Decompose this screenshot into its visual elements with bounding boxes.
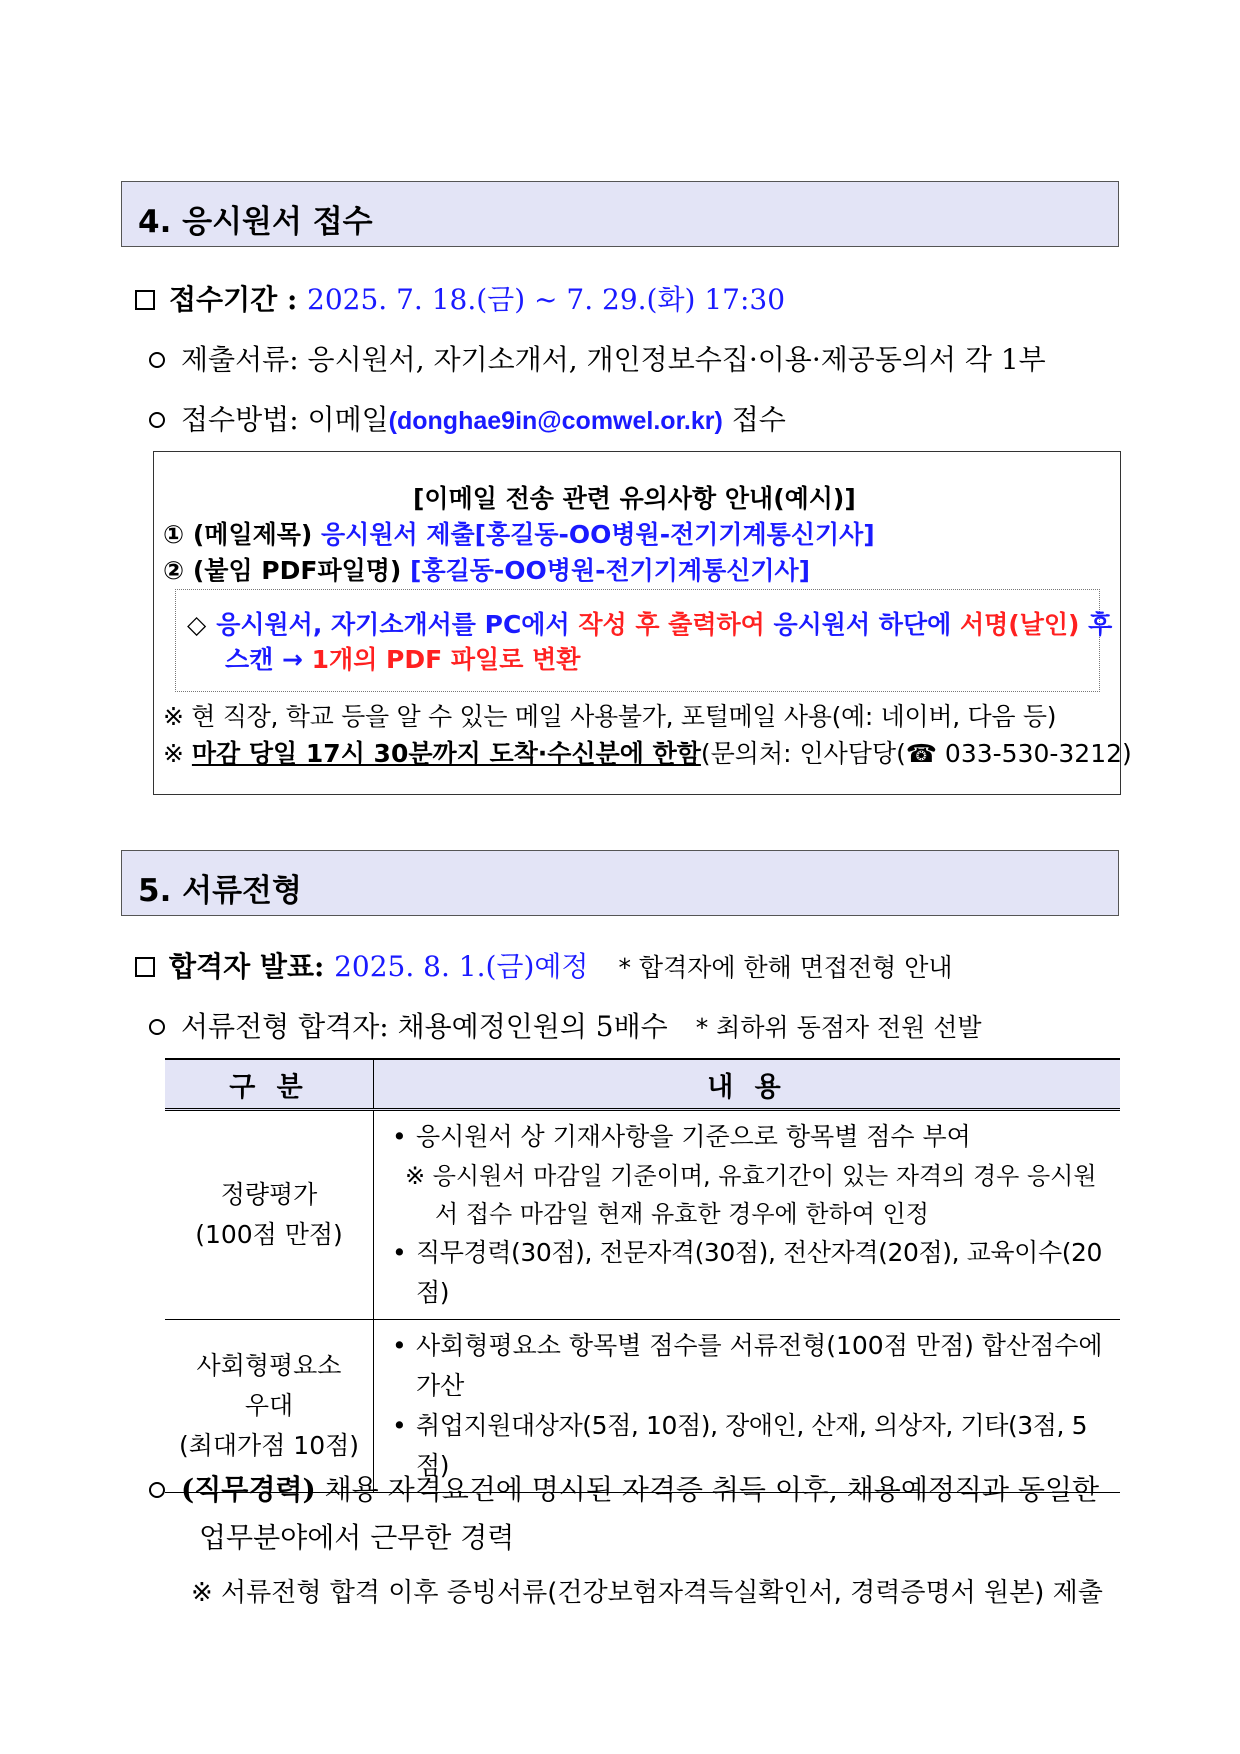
row-content-social-equity: [374, 1320, 1121, 1493]
table-header-row: [165, 1059, 1120, 1110]
mail-subject-value: 응시원서 제출[홍길동-OO병원-전기기계통신기사]: [312, 520, 875, 549]
section-5-title: 5. 서류전형: [138, 873, 302, 909]
list-item: • 사회형평요소 항목별 점수를 서류전형(100점 만점) 합산점수에 가산: [392, 1326, 1106, 1406]
list-item: • 취업지원대상자(5점, 10점), 장애인, 산재, 의상자, 기타(3점, 5점): [392, 1406, 1106, 1486]
announcement-note: * 합격자에 한해 면접전형 안내: [618, 953, 953, 982]
documents-line: [149, 338, 1046, 378]
square-bullet-icon: [135, 290, 155, 310]
method-label: 접수방법: 이메일: [181, 403, 389, 436]
pdf-instruction-line-1: [187, 605, 1112, 641]
notice-note-2: [163, 734, 1132, 770]
contact-text: (문의처: 인사담당(☎ 033-530-3212): [700, 739, 1132, 768]
notice-title: [이메일 전송 관련 유의사항 안내(예시)]: [413, 484, 856, 513]
pdf-filename-value: [홍길동-OO병원-전기기계통신기사]: [401, 556, 811, 585]
row-label-quantitative: [165, 1110, 374, 1320]
list-item: • 응시원서 상 기재사항을 기준으로 항목별 점수 부여: [392, 1117, 1106, 1157]
instruction-text-7: 1개의 PDF 파일로 변환: [311, 645, 581, 674]
table-row: [165, 1110, 1120, 1320]
instruction-text-5: 후: [1079, 610, 1113, 639]
career-label: (직무경력): [181, 1473, 316, 1506]
email-address: (donghae9in@comwel.or.kr): [388, 407, 723, 435]
reception-period-line: [135, 278, 785, 318]
table-row: [165, 1320, 1120, 1493]
reception-period-label: 접수기간 :: [169, 283, 308, 316]
instruction-text-4: 서명(날인): [959, 610, 1080, 639]
section-4-header: [121, 181, 1119, 247]
diamond-icon: ◇: [187, 610, 207, 639]
method-suffix: 접수: [722, 403, 786, 436]
notice-item-1: [163, 515, 875, 551]
reception-period-value: 2025. 7. 18.(금) ~ 7. 29.(화) 17:30: [307, 283, 786, 316]
column-header-content: 내 용: [374, 1059, 1121, 1110]
documents-text: 제출서류: 응시원서, 자기소개서, 개인정보수집·이용·제공동의서 각 1부: [181, 343, 1046, 376]
pass-count-line: [149, 1005, 982, 1045]
instruction-text-2: 작성 후 출력하여: [578, 610, 765, 639]
row-label-line: 사회형평요소: [196, 1351, 342, 1380]
list-item: • 직무경력(30점), 전문자격(30점), 전산자격(20점), 교육이수(20점): [392, 1233, 1106, 1313]
career-line-2: 업무분야에서 근무한 경력: [199, 1521, 515, 1554]
instruction-text-3: 응시원서 하단에: [764, 610, 960, 639]
row-label-line: (최대가점 10점): [178, 1431, 359, 1460]
announcement-line: [135, 945, 953, 985]
row-label-line: 우대: [244, 1391, 294, 1420]
announcement-label: 합격자 발표:: [169, 950, 335, 983]
note-mark: ※: [163, 739, 192, 768]
notice-note-1: ※ 현 직장, 학교 등을 알 수 있는 메일 사용불가, 포털메일 사용(예: 네이버, 다음 등): [163, 702, 1057, 731]
pass-count-note: * 최하위 동점자 전원 선발: [695, 1013, 982, 1042]
section-4-title: 4. 응시원서 접수: [138, 204, 373, 240]
instruction-text-1: 응시원서, 자기소개서를 PC에서: [216, 610, 579, 639]
method-line: [149, 398, 786, 438]
career-text-1: 채용 자격요건에 명시된 자격증 취득 이후, 채용예정직과 동일한: [315, 1473, 1100, 1506]
evaluation-table: [165, 1058, 1120, 1493]
pdf-instruction-line-2: [225, 640, 580, 676]
circle-bullet-icon: [149, 1482, 165, 1498]
row-label-line: 정량평가: [220, 1180, 318, 1209]
square-bullet-icon: [135, 957, 155, 977]
row-content-quantitative: [374, 1110, 1121, 1320]
notice-item-2: [163, 551, 810, 587]
pdf-filename-label: ② (붙임 PDF파일명): [163, 556, 402, 585]
row-label-social-equity: [165, 1320, 374, 1493]
instruction-text-6: 스캔 →: [225, 645, 312, 674]
row-label-line: (100점 만점): [195, 1220, 343, 1249]
circle-bullet-icon: [149, 352, 165, 368]
career-line-1: [149, 1468, 1099, 1508]
mail-subject-label: ① (메일제목): [163, 520, 313, 549]
list-note: ※ 응시원서 마감일 기준이며, 유효기간이 있는 자격의 경우 응시원서 접수 마감일 현재 유효한 경우에 한하여 인정: [405, 1162, 1097, 1228]
pass-count-text: 서류전형 합격자: 채용예정인원의 5배수: [181, 1010, 668, 1043]
circle-bullet-icon: [149, 412, 165, 428]
career-note: ※ 서류전형 합격 이후 증빙서류(건강보험자격득실확인서, 경력증명서 원본) 제출: [191, 1578, 1103, 1608]
section-5-header: [121, 850, 1119, 916]
announcement-date: 2025. 8. 1.(금)예정: [334, 950, 589, 983]
deadline-text: 마감 당일 17시 30분까지 도착·수신분에 한함: [191, 739, 701, 768]
circle-bullet-icon: [149, 1019, 165, 1035]
column-header-category: 구 분: [165, 1059, 374, 1110]
